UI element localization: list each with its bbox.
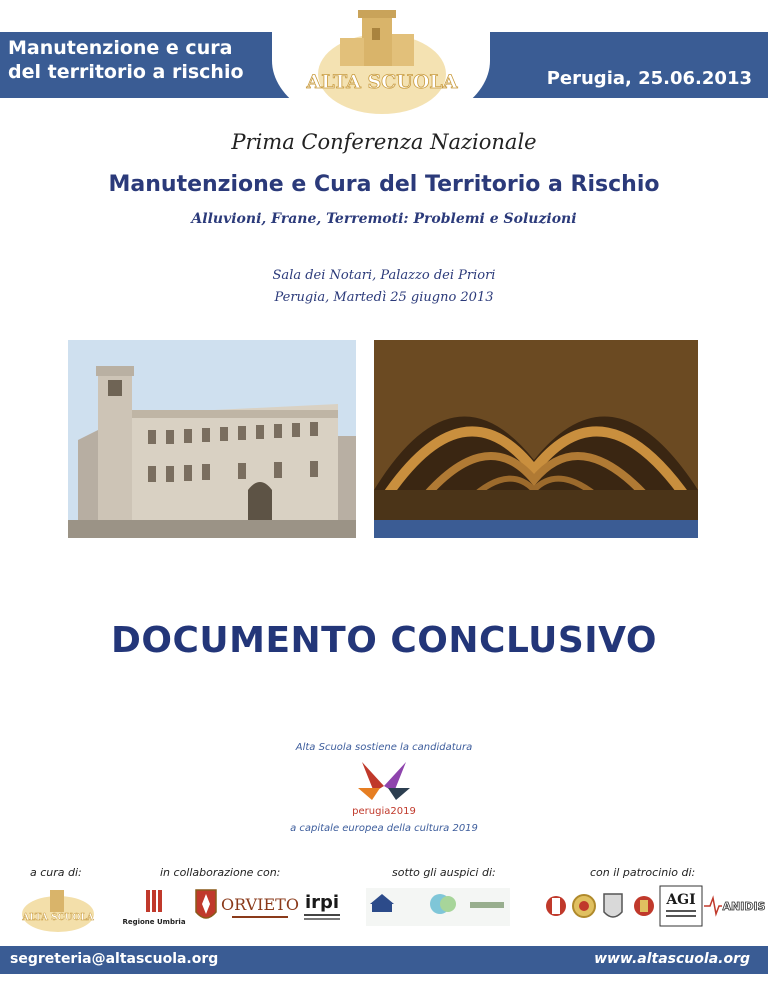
logo-text: ALTA SCUOLA [306, 71, 458, 93]
alta-scuola-small-text: ALTA SCUOLA [22, 913, 94, 923]
candidacy-support-line1: Alta Scuola sostiene la candidatura [295, 742, 473, 753]
alta-scuola-logo[interactable] [300, 4, 464, 124]
perugia-coat-of-arms-icon [194, 886, 218, 926]
venue-line2: Perugia, Martedì 25 giugno 2013 [274, 290, 494, 305]
contact-email-link[interactable]: segreteria@altascuola.org [10, 951, 219, 967]
conference-topic: Alluvioni, Frane, Terremoti: Problemi e Soluzioni [191, 211, 577, 227]
anidis-text: ANIDIS [722, 900, 766, 913]
agi-text: AGI [666, 892, 696, 908]
irpi-text: irpi [304, 892, 340, 913]
perugia2019-logo [352, 758, 416, 822]
candidacy-support-line2: a capitale europea della cultura 2019 [290, 823, 478, 834]
website-link[interactable]: www.altascuola.org [594, 951, 750, 967]
conference-title: Manutenzione e Cura del Territorio a Rischio [108, 172, 660, 197]
label-auspici: sotto gli auspici di: [392, 866, 496, 879]
header-title-line2: del territorio a rischio [8, 61, 244, 83]
header-title-line1: Manutenzione e cura [8, 37, 233, 59]
anidis-logo [704, 892, 766, 918]
patrocinio-crests [546, 888, 656, 926]
label-collaborazione: in collaborazione con: [160, 866, 281, 879]
label-patrocinio: con il patrocinio di: [590, 866, 696, 879]
agi-logo [660, 886, 702, 926]
orvieto-text: ORVIETO [221, 895, 299, 914]
header-date: Perugia, 25.06.2013 [546, 68, 752, 89]
alta-scuola-small-logo [18, 886, 98, 934]
sala-dei-notari-photo [374, 340, 698, 538]
unesco-logos [366, 888, 510, 926]
label-a-cura-di: a cura di: [30, 866, 82, 879]
header-title [8, 36, 268, 84]
regione-umbria-logo [124, 888, 184, 930]
conference-label: Prima Conferenza Nazionale [231, 130, 537, 154]
perugia2019-text: perugia2019 [352, 806, 416, 817]
irpi-logo [298, 886, 346, 928]
document-title: DOCUMENTO CONCLUSIVO [111, 620, 657, 661]
venue-line1: Sala dei Notari, Palazzo dei Priori [272, 268, 496, 283]
orvieto-logo [221, 888, 299, 928]
palazzo-dei-priori-photo [68, 340, 356, 538]
regione-umbria-text: Regione Umbria [122, 918, 186, 926]
